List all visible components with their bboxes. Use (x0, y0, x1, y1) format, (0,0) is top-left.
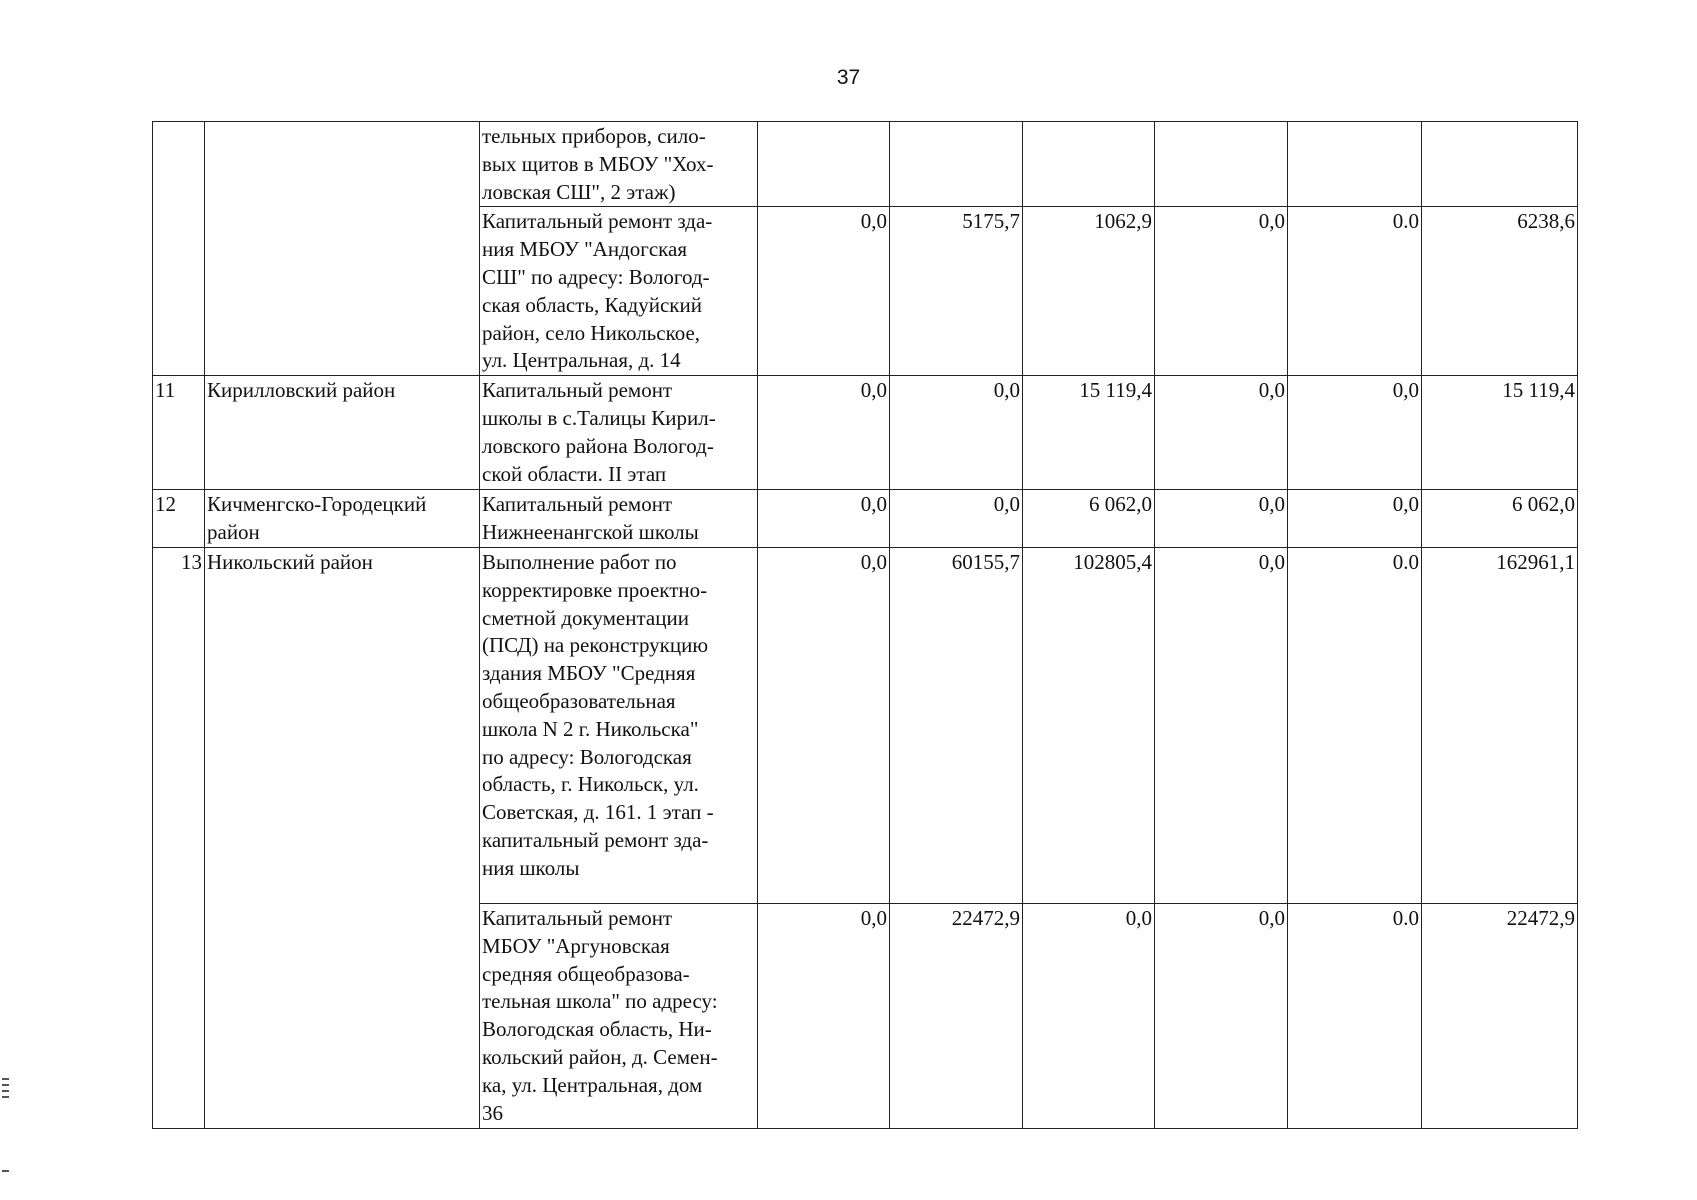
value-cell: 0,0 (1023, 903, 1155, 1128)
value-cell: 0,0 (758, 903, 890, 1128)
value-cell (1422, 122, 1578, 207)
value-cell: 22472,9 (1422, 903, 1578, 1128)
value-cell: 0,0 (758, 547, 890, 903)
value-cell: 0,0 (1155, 207, 1288, 376)
value-cell (758, 122, 890, 207)
margin-mark (2, 1078, 9, 1080)
value-cell: 0,0 (1288, 376, 1422, 490)
margin-mark (2, 1090, 9, 1092)
value-cell: 15 119,4 (1422, 376, 1578, 490)
value-cell: 0,0 (890, 490, 1023, 548)
value-cell: 22472,9 (890, 903, 1023, 1128)
value-cell: 0,0 (758, 490, 890, 548)
value-cell: 0,0 (1155, 490, 1288, 548)
value-cell: 60155,7 (890, 547, 1023, 903)
value-cell (890, 122, 1023, 207)
table-row (153, 490, 1578, 548)
value-cell: 6 062,0 (1023, 490, 1155, 548)
value-cell: 0.0 (1288, 547, 1422, 903)
district-cell: Кичменгско-Городецкий район (205, 490, 480, 548)
district-cell (205, 122, 480, 376)
value-cell: 0,0 (890, 376, 1023, 490)
description-cell: тельных приборов, сило- вых щитов в МБОУ "Хох- ловская СШ", 2 этаж) (480, 122, 758, 207)
row-index-cell: 12 (153, 490, 205, 548)
value-cell: 0,0 (1155, 903, 1288, 1128)
page-number: 37 (836, 66, 861, 89)
value-cell: 5175,7 (890, 207, 1023, 376)
table-row (153, 376, 1578, 490)
description-cell: Капитальный ремонт школы в с.Талицы Кирил- ловского района Вологод- ской области. II этап (480, 376, 758, 490)
value-cell: 0.0 (1288, 903, 1422, 1128)
value-cell: 1062,9 (1023, 207, 1155, 376)
value-cell: 0,0 (758, 207, 890, 376)
description-cell: Капитальный ремонт МБОУ "Аргуновская средняя общеобразова- тельная школа" по адресу: Вологодская область, Ни- кольский район, д. Семен- ка, ул. Центральная, дом 36 (480, 903, 758, 1128)
value-cell: 6238,6 (1422, 207, 1578, 376)
margin-mark (2, 1096, 9, 1098)
description-cell: Капитальный ремонт зда- ния МБОУ "Андогская СШ" по адресу: Вологод- ская область, Кадуйский район, село Никольское, ул. Центральная, д. 14 (480, 207, 758, 376)
margin-mark (2, 1170, 9, 1172)
description-cell: Капитальный ремонт Нижнеенангской школы (480, 490, 758, 548)
value-cell: 102805,4 (1023, 547, 1155, 903)
district-cell: Никольский район (205, 547, 480, 1128)
table-row (153, 547, 1578, 903)
value-cell: 0,0 (1155, 376, 1288, 490)
margin-mark (2, 1084, 9, 1086)
value-cell (1288, 122, 1422, 207)
value-cell: 0.0 (1288, 207, 1422, 376)
value-cell: 0,0 (1288, 490, 1422, 548)
value-cell (1023, 122, 1155, 207)
row-index-cell: 11 (153, 376, 205, 490)
value-cell: 15 119,4 (1023, 376, 1155, 490)
value-cell: 0,0 (1155, 547, 1288, 903)
description-cell: Выполнение работ по корректировке проектно- сметной документации (ПСД) на реконструкцию здания МБОУ "Средняя общеобразовательная школа N 2 г. Никольска" по адресу: Вологодская область, г. Никольск, ул. Советская, д. 161. 1 этап - капитальный ремонт зда- ния школы (480, 547, 758, 903)
value-cell: 6 062,0 (1422, 490, 1578, 548)
value-cell: 162961,1 (1422, 547, 1578, 903)
table-row (153, 122, 1578, 207)
row-index-cell (153, 122, 205, 376)
value-cell: 0,0 (758, 376, 890, 490)
district-cell: Кирилловский район (205, 376, 480, 490)
row-index-cell: 13 (153, 547, 205, 1128)
value-cell (1155, 122, 1288, 207)
budget-table (152, 121, 1578, 1129)
